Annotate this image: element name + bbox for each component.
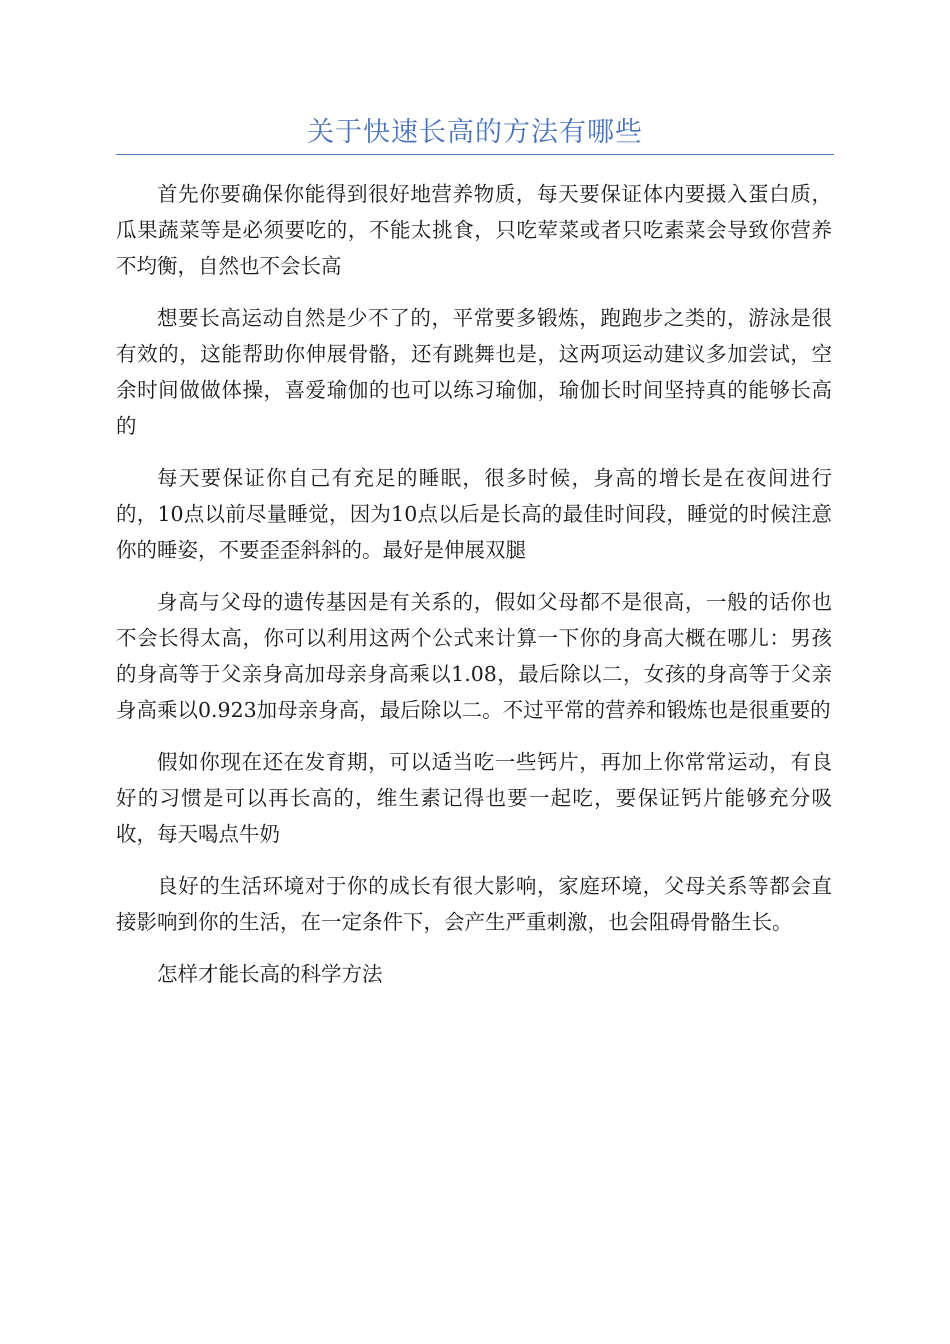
title-underline [116, 154, 834, 155]
document-title: 关于快速长高的方法有哪些 [307, 117, 643, 148]
paragraph-subheading: 怎样才能长高的科学方法 [157, 962, 383, 986]
paragraph-nutrition: 首先你要确保你能得到很好地营养物质，每天要保证体内要摄入蛋白质，瓜果蔬菜等是必须要吃的，不能太挑食，只吃荤菜或者只吃素菜会导致你营养不均衡，自然也不会长高 [116, 182, 832, 278]
paragraph-calcium: 假如你现在还在发育期，可以适当吃一些钙片，再加上你常常运动，有良好的习惯是可以再长高的，维生素记得也要一起吃，要保证钙片能够充分吸收，每天喝点牛奶 [116, 750, 832, 846]
document-body [116, 176, 832, 1008]
paragraph-environment: 良好的生活环境对于你的成长有很大影响，家庭环境，父母关系等都会直接影响到你的生活，在一定条件下，会产生严重刺激，也会阻碍骨骼生长。 [116, 874, 832, 934]
paragraph-exercise: 想要长高运动自然是少不了的，平常要多锻炼，跑跑步之类的，游泳是很有效的，这能帮助你伸展骨骼，还有跳舞也是，这两项运动建议多加尝试，空余时间做做体操，喜爱瑜伽的也可以练习瑜伽，瑜伽长时间坚持真的能够长高的 [116, 306, 832, 438]
paragraph-sleep: 每天要保证你自己有充足的睡眠，很多时候，身高的增长是在夜间进行的，10点以前尽量睡觉，因为10点以后是长高的最佳时间段，睡觉的时候注意你的睡姿，不要歪歪斜斜的。最好是伸展双腿 [116, 466, 832, 562]
paragraph-genetics: 身高与父母的遗传基因是有关系的，假如父母都不是很高，一般的话你也不会长得太高，你可以利用这两个公式来计算一下你的身高大概在哪儿：男孩的身高等于父亲身高加母亲身高乘以1.08，最后除以二，女孩的身高等于父亲身高乘以0.923加母亲身高，最后除以二。不过平常的营养和锻炼也是很重要的 [116, 590, 832, 722]
